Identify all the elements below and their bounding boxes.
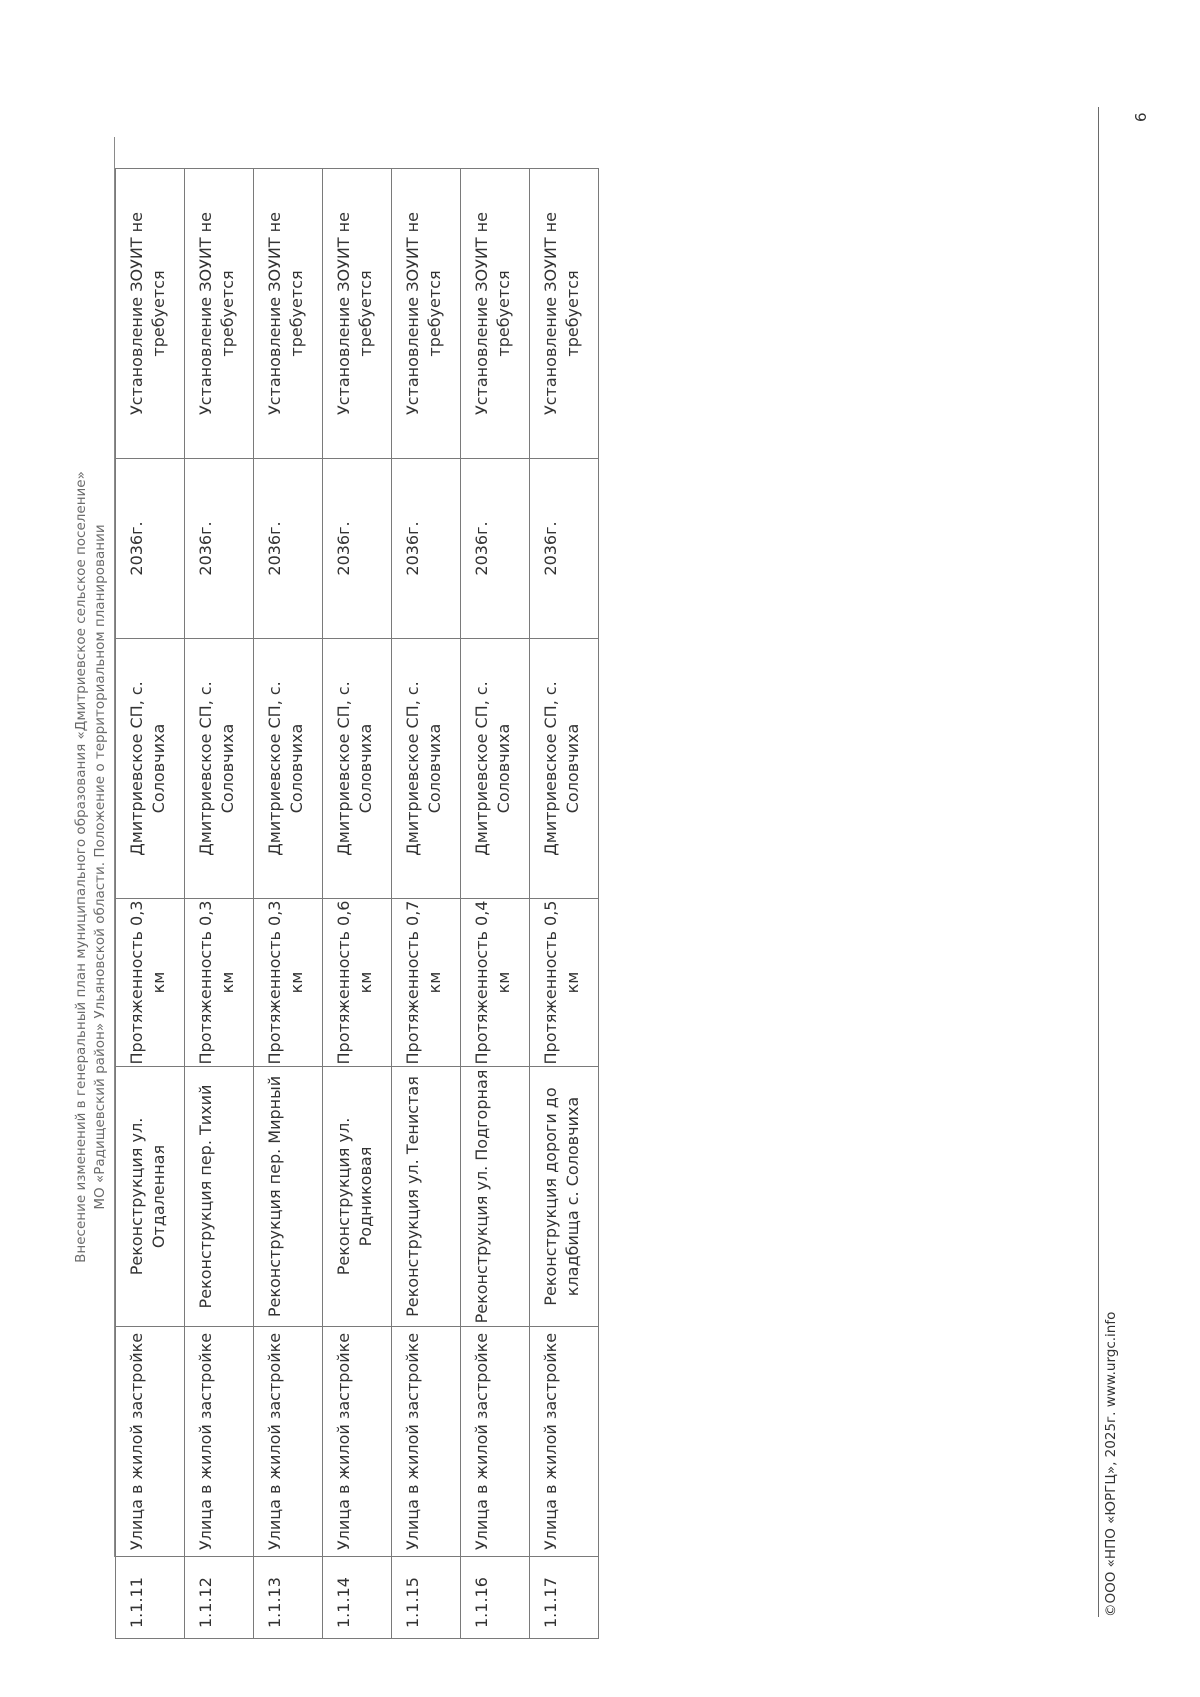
- location-cell-text: Дмитриевское СП, с. Соловчиха: [541, 681, 582, 856]
- location-cell: [323, 639, 392, 899]
- object-type-cell: [116, 1327, 185, 1557]
- table-row: [254, 169, 323, 1639]
- object-name-cell: [530, 1067, 599, 1327]
- table-row: [323, 169, 392, 1639]
- object-type-cell-text: Улица в жилой застройке: [196, 1332, 215, 1551]
- zone-cell-text: Установление ЗОУИТ не требуется: [196, 212, 237, 415]
- characteristic-cell: [116, 899, 185, 1067]
- year-cell-text: 2036г.: [265, 521, 284, 576]
- object-name-cell: [254, 1067, 323, 1327]
- object-type-cell: [392, 1327, 461, 1557]
- location-cell-text: Дмитриевское СП, с. Соловчиха: [127, 681, 168, 856]
- object-type-cell: [530, 1327, 599, 1557]
- year-cell: [461, 459, 530, 639]
- characteristic-cell-text: Протяженность 0,5 км: [541, 900, 582, 1065]
- zone-cell: [392, 169, 461, 459]
- row-number: [185, 1557, 254, 1639]
- zone-cell: [254, 169, 323, 459]
- characteristic-cell: [461, 899, 530, 1067]
- location-cell: [254, 639, 323, 899]
- table-row: [392, 169, 461, 1639]
- header-line-1: Внесение изменений в генеральный план муниципального образования «Дмитриевское сельское поселение»: [73, 471, 89, 1263]
- row-number-text: 1.1.17: [541, 1577, 560, 1628]
- location-cell: [185, 639, 254, 899]
- year-cell-text: 2036г.: [334, 521, 353, 576]
- zone-cell-text: Установление ЗОУИТ не требуется: [265, 212, 306, 415]
- object-name-cell-text: Реконструкция пер. Тихий: [196, 1084, 215, 1309]
- zone-cell-text: Установление ЗОУИТ не требуется: [127, 212, 168, 415]
- zone-cell: [530, 169, 599, 459]
- location-cell: [530, 639, 599, 899]
- zone-cell-text: Установление ЗОУИТ не требуется: [541, 212, 582, 415]
- object-type-cell-text: Улица в жилой застройке: [472, 1332, 491, 1551]
- object-name-cell: [323, 1067, 392, 1327]
- year-cell: [185, 459, 254, 639]
- table-row: [185, 169, 254, 1639]
- table-row: [116, 169, 185, 1639]
- object-type-cell-text: Улица в жилой застройке: [334, 1332, 353, 1551]
- object-name-cell: [116, 1067, 185, 1327]
- objects-table: [115, 168, 599, 1639]
- header-line-2: МО «Радищевский район» Ульяновской области. Положение о территориальном планировании: [92, 524, 108, 1210]
- object-name-cell-text: Реконструкция ул. Подгорная: [472, 1069, 491, 1324]
- row-number: [116, 1557, 185, 1639]
- zone-cell-text: Установление ЗОУИТ не требуется: [403, 212, 444, 415]
- characteristic-cell-text: Протяженность 0,3 км: [196, 900, 237, 1065]
- characteristic-cell: [185, 899, 254, 1067]
- object-type-cell: [461, 1327, 530, 1557]
- row-number: [530, 1557, 599, 1639]
- row-number: [254, 1557, 323, 1639]
- characteristic-cell-text: Протяженность 0,4 км: [472, 900, 513, 1065]
- row-number-text: 1.1.12: [196, 1577, 215, 1628]
- object-type-cell: [185, 1327, 254, 1557]
- row-number: [461, 1557, 530, 1639]
- object-name-cell: [392, 1067, 461, 1327]
- object-name-cell: [185, 1067, 254, 1327]
- zone-cell: [185, 169, 254, 459]
- year-cell: [392, 459, 461, 639]
- location-cell-text: Дмитриевское СП, с. Соловчиха: [196, 681, 237, 856]
- location-cell: [392, 639, 461, 899]
- characteristic-cell-text: Протяженность 0,3 км: [265, 900, 306, 1065]
- location-cell-text: Дмитриевское СП, с. Соловчиха: [334, 681, 375, 856]
- row-number: [323, 1557, 392, 1639]
- row-number-text: 1.1.13: [265, 1577, 284, 1628]
- location-cell-text: Дмитриевское СП, с. Соловчиха: [403, 681, 444, 856]
- document-header: [72, 177, 110, 1557]
- object-type-cell-text: Улица в жилой застройке: [265, 1332, 284, 1551]
- characteristic-cell: [323, 899, 392, 1067]
- characteristic-cell: [392, 899, 461, 1067]
- object-name-cell-text: Реконструкция ул. Тенистая: [403, 1076, 422, 1317]
- row-number-text: 1.1.11: [127, 1577, 146, 1628]
- row-number-text: 1.1.14: [334, 1577, 353, 1628]
- characteristic-cell-text: Протяженность 0,6 км: [334, 900, 375, 1065]
- zone-cell: [116, 169, 185, 459]
- row-number: [392, 1557, 461, 1639]
- characteristic-cell-text: Протяженность 0,3 км: [127, 900, 168, 1065]
- year-cell: [254, 459, 323, 639]
- location-cell: [116, 639, 185, 899]
- year-cell: [530, 459, 599, 639]
- zone-cell: [323, 169, 392, 459]
- characteristic-cell-text: Протяженность 0,7 км: [403, 900, 444, 1065]
- zone-cell-text: Установление ЗОУИТ не требуется: [472, 212, 513, 415]
- table-row: [530, 169, 599, 1639]
- location-cell: [461, 639, 530, 899]
- year-cell-text: 2036г.: [403, 521, 422, 576]
- object-name-cell-text: Реконструкция дороги до кладбища с. Соловчиха: [541, 1087, 582, 1306]
- row-number-text: 1.1.16: [472, 1577, 491, 1628]
- year-cell-text: 2036г.: [196, 521, 215, 576]
- year-cell: [323, 459, 392, 639]
- object-name-cell-text: Реконструкция ул. Родниковая: [334, 1117, 375, 1276]
- year-cell-text: 2036г.: [541, 521, 560, 576]
- object-type-cell: [254, 1327, 323, 1557]
- object-name-cell-text: Реконструкция ул. Отдаленная: [127, 1117, 168, 1276]
- object-type-cell-text: Улица в жилой застройке: [403, 1332, 422, 1551]
- footer-copyright: ©ООО «НПО «ЮРГЦ», 2025г. www.urgc.info: [1103, 1311, 1119, 1617]
- page-number: 6: [1132, 112, 1150, 122]
- characteristic-cell: [530, 899, 599, 1067]
- location-cell-text: Дмитриевское СП, с. Соловчиха: [472, 681, 513, 856]
- year-cell-text: 2036г.: [127, 521, 146, 576]
- object-type-cell: [323, 1327, 392, 1557]
- object-type-cell-text: Улица в жилой застройке: [127, 1332, 146, 1551]
- zone-cell: [461, 169, 530, 459]
- location-cell-text: Дмитриевское СП, с. Соловчиха: [265, 681, 306, 856]
- object-name-cell: [461, 1067, 530, 1327]
- zone-cell-text: Установление ЗОУИТ не требуется: [334, 212, 375, 415]
- object-type-cell-text: Улица в жилой застройке: [541, 1332, 560, 1551]
- year-cell: [116, 459, 185, 639]
- year-cell-text: 2036г.: [472, 521, 491, 576]
- footer-divider: [1098, 107, 1099, 1617]
- row-number-text: 1.1.15: [403, 1577, 422, 1628]
- object-name-cell-text: Реконструкция пер. Мирный: [265, 1075, 284, 1318]
- table-row: [461, 169, 530, 1639]
- characteristic-cell: [254, 899, 323, 1067]
